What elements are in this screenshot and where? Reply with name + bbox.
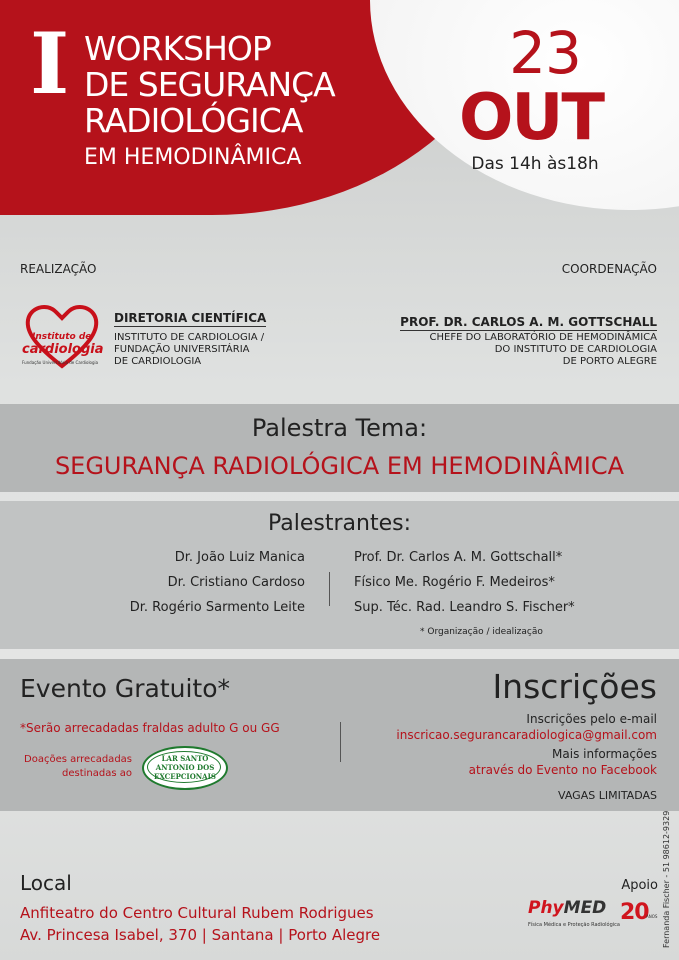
event-title: Evento Gratuito* bbox=[20, 674, 231, 703]
speaker-name: Físico Me. Rogério F. Medeiros* bbox=[354, 575, 555, 590]
phymed-brand-a: Phy bbox=[528, 898, 564, 918]
anniversary-label: ANOS bbox=[646, 914, 658, 919]
coordenacao-line: DO INSTITUTO DE CARDIOLOGIA bbox=[494, 344, 657, 355]
phymed-logo bbox=[528, 898, 606, 918]
donation-line: destinadas ao bbox=[62, 768, 132, 779]
support-label: Apoio bbox=[621, 878, 658, 893]
more-info-label: Mais informações bbox=[552, 747, 657, 761]
location-line-2: Av. Princesa Isabel, 370 | Santana | Porto Alegre bbox=[20, 926, 381, 944]
anniversary-number: 20 bbox=[620, 900, 649, 925]
badge-text bbox=[144, 754, 226, 781]
speakers-left bbox=[70, 545, 305, 620]
theme-label: Palestra Tema: bbox=[251, 414, 428, 442]
realizacao-title: DIRETORIA CIENTÍFICA bbox=[114, 311, 267, 325]
badge-line: EXCEPCIONAIS bbox=[154, 772, 216, 781]
phymed-brand-b: MED bbox=[563, 898, 607, 918]
location-label: Local bbox=[20, 871, 72, 895]
speakers-label: Palestrantes: bbox=[268, 511, 411, 536]
instituto-cardiologia-logo bbox=[22, 300, 102, 372]
facebook-event-link: através do Evento no Facebook bbox=[468, 763, 657, 777]
donation-text bbox=[20, 753, 132, 781]
coordenacao-title: PROF. DR. CARLOS A. M. GOTTSCHALL bbox=[400, 315, 657, 329]
realizacao-line: INSTITUTO DE CARDIOLOGIA / bbox=[114, 332, 265, 343]
event-hours: Das 14h às18h bbox=[471, 154, 599, 174]
speaker-name: Dr. Cristiano Cardoso bbox=[167, 575, 305, 590]
realizacao-details bbox=[114, 332, 264, 368]
date-day: 23 bbox=[509, 19, 581, 87]
registration-title: Inscrições bbox=[492, 667, 657, 706]
title-line-3: RADIOLÓGICA bbox=[84, 101, 303, 140]
badge-line: ANTONIO DOS bbox=[155, 763, 215, 772]
speaker-name: Dr. João Luiz Manica bbox=[174, 550, 305, 565]
badge-line: LAR SANTO bbox=[161, 754, 209, 763]
date-month: OUT bbox=[458, 81, 604, 155]
speaker-name: Prof. Dr. Carlos A. M. Gottschall* bbox=[354, 550, 563, 565]
location-line-1: Anfiteatro do Centro Cultural Rubem Rodrigues bbox=[20, 904, 374, 922]
logo-line-3: Fundação Universitária de Cardiologia bbox=[22, 360, 99, 365]
coordenacao-line: DE PORTO ALEGRE bbox=[562, 356, 657, 367]
edition-numeral: I bbox=[30, 14, 70, 113]
lar-santo-antonio-badge bbox=[142, 746, 228, 790]
title-line-1: WORKSHOP bbox=[84, 29, 271, 68]
designer-credit: Fernanda Fischer - 51 98612-9329 bbox=[662, 810, 671, 948]
phymed-subtitle: Física Médica e Proteção Radiológica bbox=[528, 922, 620, 928]
registration-email-label: Inscrições pelo e-mail bbox=[526, 712, 657, 726]
logo-line-2: cardiologia bbox=[22, 342, 104, 357]
title-line-4: EM HEMODINÂMICA bbox=[84, 145, 302, 170]
realizacao-line: FUNDAÇÃO UNIVERSITÁRIA bbox=[114, 344, 250, 355]
coordenacao-label: COORDENAÇÃO bbox=[561, 262, 657, 276]
event-note: *Serão arrecadadas fraldas adulto G ou GG bbox=[20, 721, 280, 735]
speaker-name: Sup. Téc. Rad. Leandro S. Fischer* bbox=[354, 600, 575, 615]
coordenacao-line: CHEFE DO LABORATÓRIO DE HEMODINÂMICA bbox=[429, 332, 657, 343]
coordenacao-title-wrap bbox=[360, 311, 657, 330]
organization-note: * Organização / idealização bbox=[420, 627, 543, 637]
speaker-name: Dr. Rogério Sarmento Leite bbox=[129, 600, 305, 615]
title-line-2: DE SEGURANÇA bbox=[84, 65, 335, 104]
realizacao-line: DE CARDIOLOGIA bbox=[114, 356, 202, 367]
speakers-divider bbox=[329, 572, 330, 606]
registration-email: inscricao.segurancaradiologica@gmail.com bbox=[396, 728, 657, 742]
realizacao-label: REALIZAÇÃO bbox=[20, 262, 97, 276]
theme-title: SEGURANÇA RADIOLÓGICA EM HEMODINÂMICA bbox=[54, 452, 625, 480]
donation-line: Doações arrecadadas bbox=[24, 754, 132, 765]
twenty-years-badge bbox=[620, 900, 660, 932]
logo-line-1: Instituto de bbox=[32, 332, 92, 342]
coordenacao-details bbox=[360, 332, 657, 368]
speakers-right bbox=[354, 545, 664, 620]
limited-spots: VAGAS LIMITADAS bbox=[558, 789, 657, 802]
